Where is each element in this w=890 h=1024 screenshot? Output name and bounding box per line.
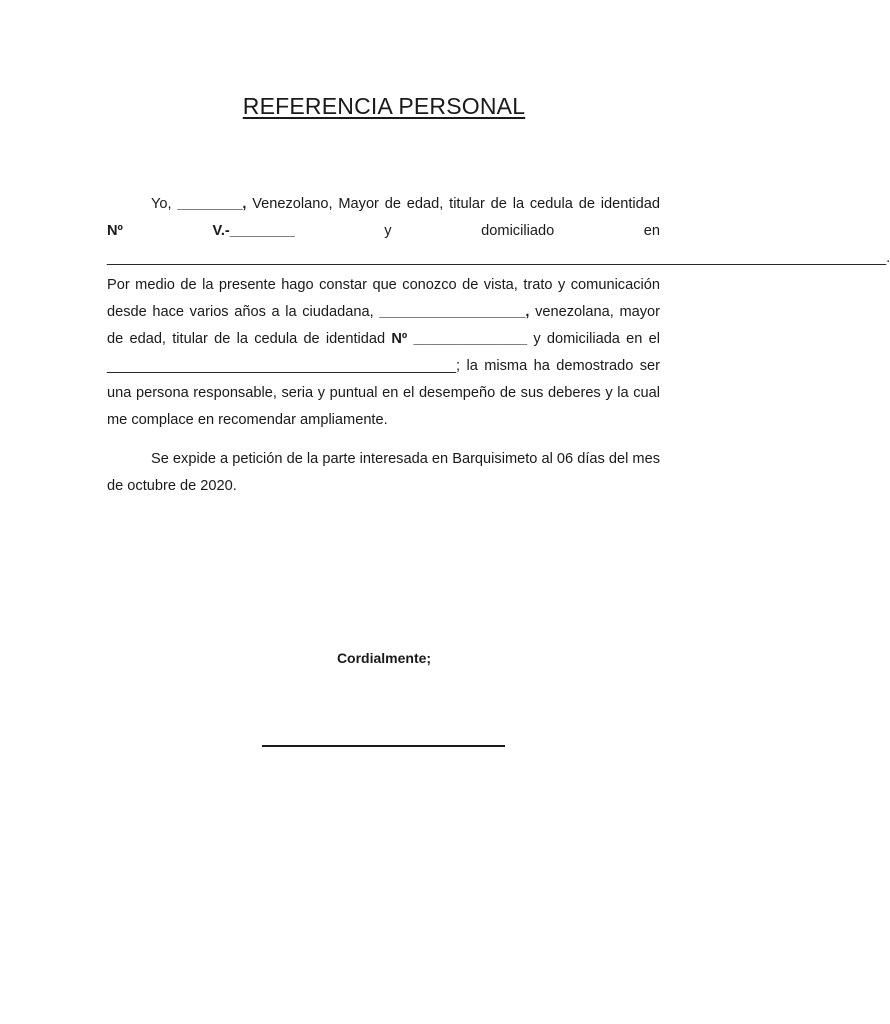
document-body	[107, 191, 890, 500]
number-label: Nº	[107, 223, 123, 239]
number-label-2: Nº	[391, 331, 408, 347]
text-domiciliado: y domiciliado en	[294, 223, 660, 239]
document-title: REFERENCIA PERSONAL	[242, 93, 526, 119]
text-venezolano: Venezolano, Mayor de edad, titular de la cedula de identidad	[246, 196, 660, 212]
signature-line	[262, 745, 505, 747]
text-domiciliada: y domiciliada en el	[527, 331, 660, 347]
text-venezolana: venezolana, mayor de edad, titular de la cedula de identidad	[107, 304, 660, 347]
citizen-name-blank: __________________,	[379, 304, 530, 320]
closing-text: Cordialmente;	[336, 650, 432, 666]
address-blank-and-text: ________________________________________________________________________________________________. Por medio de la presente hago constar que conozco de vista, trato y comunicación desde hace varios años a la ciudadana,	[107, 250, 890, 320]
citizen-id-blank: ______________	[413, 331, 528, 347]
id-blank: V.-________	[212, 223, 295, 239]
issuance-paragraph: Se expide a petición de la parte interesada en Barquisimeto al 06 días del mes de octubre de 2020.	[107, 451, 660, 494]
name-blank: ________,	[177, 196, 247, 212]
reference-paragraph	[107, 191, 890, 434]
citizen-address-and-text: ___________________________________________; la misma ha demostrado ser una persona responsable, seria y puntual en el desempeño de sus deberes y la cual me complace en recomendar ampliamente.	[107, 358, 660, 428]
text-yo: Yo,	[151, 196, 178, 212]
